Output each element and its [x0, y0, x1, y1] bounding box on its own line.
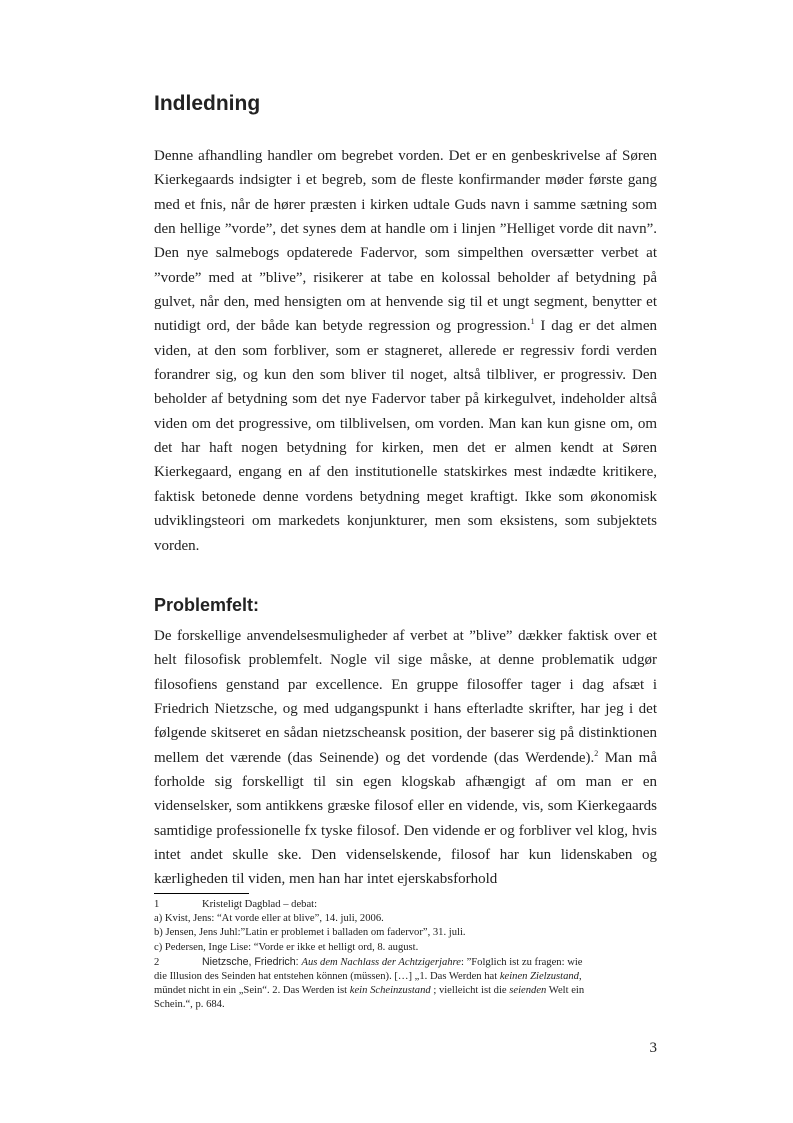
footnotes — [154, 898, 657, 1013]
footnote-text: Kristeligt Dagblad – debat: — [202, 899, 318, 910]
heading-indledning: Indledning — [154, 92, 261, 115]
paragraph-indledning — [154, 144, 657, 558]
page-number: 3 — [649, 1040, 657, 1056]
footnote-1a: a) Kvist, Jens: “At vorde eller at blive”, 14. juli, 2006. — [154, 913, 384, 925]
footnote-text: mündet nicht in ein „Sein“. 2. Das Werden ist — [154, 985, 350, 997]
footnote-text: , — [578, 971, 582, 983]
footnote-ref-2[interactable]: 2 — [594, 748, 599, 758]
footnote-2 — [154, 955, 657, 970]
footnote-2-line2 — [154, 970, 657, 984]
footnote-number: 2 — [154, 956, 160, 968]
paragraph-text: De forskellige anvendelsesmuligheder af verbet at ”blive” dækker faktisk over et helt filosofisk problemfelt. Nogle vil sige måske, at denne problematik udgør filosofiens genstand par excellence. En gruppe filosoffer tager i dag afsæt i Friedrich Nietzsche, og med udgangspunkt i hans efterladte skrifter, har jeg i det følgende skitseret en sådan nietzscheansk position, der baserer sig på distinktionen mellem det værende (das Seinende) og det vordende (das Werdende). — [154, 628, 657, 766]
paragraph-text: Denne afhandling handler om begrebet vorden. Det er en genbeskrivelse af Søren Kierkegaards indsigter i et begreb, som de fleste konfirmander møder første gang med et fnis, når de hører præsten i kirken udtale Guds navn i samme sætning som den hellige ”vorde”, det synes dem at handle om i linjen ”Helliget vorde dit navn”. Den nye salmebogs opdaterede Fadervor, som simpelthen oversætter verbet at ”vorde” med at ”blive”, risikerer at tabe en kolossal beholder af betydning på gulvet, når den, med hensigten om at henvende sig til et ungt segment, benytter et nutidigt ord, der både kan betyde regression og progression. — [154, 148, 657, 335]
footnote-text: ; vielleicht ist die — [430, 985, 510, 997]
footnote-ref-1[interactable]: 1 — [530, 317, 535, 327]
footnote-separator — [154, 893, 249, 894]
footnote-1 — [154, 898, 657, 912]
footnote-title: Aus dem Nachlass der Achtzigerjahre — [301, 956, 461, 968]
footnote-emphasis: kein Scheinzustand — [349, 985, 431, 997]
footnote-text: die Illusion des Seinden hat entstehen können (müssen). […] „1. Das Werden hat — [154, 971, 500, 983]
footnote-2-line3 — [154, 984, 657, 998]
paragraph-text: Man må forholde sig forskelligt til sin egen klogskab afhængigt af om man er en videnselsker, som antikkens græske filosof eller en vidende, vis, som Kierkegaards samtidige professionelle fx tyske filosof. Den vidende er og forbliver vel klog, hvis intet andet skulle ske. Den videnselskende, filosof har kun lidenskaben og kærligheden til viden, men han har intet ejerskabsforhold — [154, 749, 657, 888]
footnote-emphasis: seienden — [509, 985, 547, 997]
footnote-text: : ”Folglich ist zu fragen: wie — [460, 956, 583, 968]
heading-problemfelt: Problemfelt: — [154, 595, 260, 615]
footnote-number: 1 — [154, 899, 160, 910]
footnote-1b: b) Jensen, Jens Juhl:”Latin er problemet i balladen om fadervor”, 31. juli. — [154, 927, 466, 939]
footnote-2-line4: Schein.“, p. 684. — [154, 999, 225, 1011]
paragraph-problemfelt — [154, 624, 657, 892]
footnote-emphasis: keinen Zielzustand — [499, 971, 579, 983]
footnote-author: Nietzsche, Friedrich: — [202, 955, 302, 968]
paragraph-text: I dag er det almen viden, at den som forbliver, som er stagneret, allerede er regressiv fordi verden forandrer sig, og kun den som bliver til noget, altså tilbliver, er progressiv. Den beholder af betydning som det nye Fadervor taber på kirkegulvet, indeholder altså viden om det progressive, om tilblivelsen, om vorden. Man kan kun gisne om, om det har haft nogen betydning for kirken, men det er almen kendt at Søren Kierkegaard, engang en af den institutionelle statskirkes mest indædte kritikere, faktisk betonede denne vordens betydning meget kraftigt. Ikke som økonomisk udviklingsteori om markedets konjunkturer, men som eksistens, som subjektets vorden. — [154, 318, 657, 554]
footnote-1c: c) Pedersen, Inge Lise: “Vorde er ikke et helligt ord, 8. august. — [154, 941, 419, 953]
footnote-text: Welt ein — [546, 985, 585, 997]
